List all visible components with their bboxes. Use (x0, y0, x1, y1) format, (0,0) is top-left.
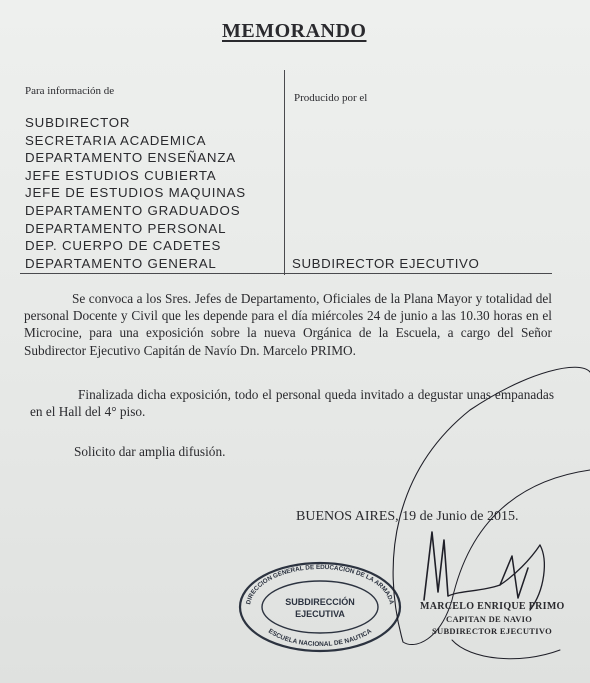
seal-center-line-2: EJECUTIVA (295, 609, 345, 619)
paragraph-text: Finalizada dicha exposición, todo el personal queda invitado a degustar unas empanadas en el Hall del 4° piso. (30, 387, 554, 420)
column-divider (284, 70, 285, 275)
producer-name: SUBDIRECTOR EJECUTIVO (292, 256, 480, 271)
memo-title: MEMORANDO (222, 20, 367, 42)
recipient-item: JEFE ESTUDIOS CUBIERTA (25, 167, 217, 183)
body-paragraph (30, 386, 554, 420)
producer-label: Producido por el (294, 92, 368, 104)
recipient-item: DEPARTAMENTO GENERAL (25, 255, 217, 271)
recipient-list (25, 114, 246, 272)
paragraph-text: Se convoca a los Sres. Jefes de Departamento, Oficiales de la Plana Mayor y totalidad del personal Docente y Civil que les depende para el día miércoles 24 de junio a las 10.30 horas en el Microcine, para una exposición sobre la nueva Orgánica de la Escuela, a cargo del Señor Subdirector Ejecutivo Capitán de Navío Dn. Marcelo PRIMO. (24, 291, 552, 358)
signer-rank: CAPITAN DE NAVIO (446, 614, 533, 624)
body-paragraph (74, 443, 225, 460)
seal-center-line-1: SUBDIRECCIÓN (285, 597, 355, 607)
place-date: BUENOS AIRES, 19 de Junio de 2015. (296, 509, 519, 524)
recipient-item: SUBDIRECTOR (25, 115, 131, 130)
recipient-item: DEPARTAMENTO ENSEÑANZA (25, 150, 236, 166)
seal-top-text: DIRECCION GENERAL DE EDUCACION DE LA ARMADA (245, 563, 395, 606)
body-paragraph (24, 290, 552, 359)
recipient-item: DEPARTAMENTO PERSONAL (25, 220, 227, 236)
seal-bottom-text: ESCUELA NACIONAL DE NAUTICA (266, 627, 374, 649)
seal-stamp (236, 560, 404, 654)
paragraph-text: Solicito dar amplia difusión. (74, 444, 226, 459)
signer-role: SUBDIRECTOR EJECUTIVO (432, 626, 553, 636)
signer-name: MARCELO ENRIQUE PRIMO (420, 601, 565, 612)
recipient-item: DEPARTAMENTO GRADUADOS (25, 202, 241, 218)
recipient-item: SECRETARIA ACADEMICA (25, 132, 207, 148)
recipient-item: DEP. CUERPO DE CADETES (25, 238, 222, 254)
info-label: Para información de (25, 85, 115, 97)
recipient-item: JEFE DE ESTUDIOS MAQUINAS (25, 185, 246, 201)
header-rule (20, 273, 552, 274)
